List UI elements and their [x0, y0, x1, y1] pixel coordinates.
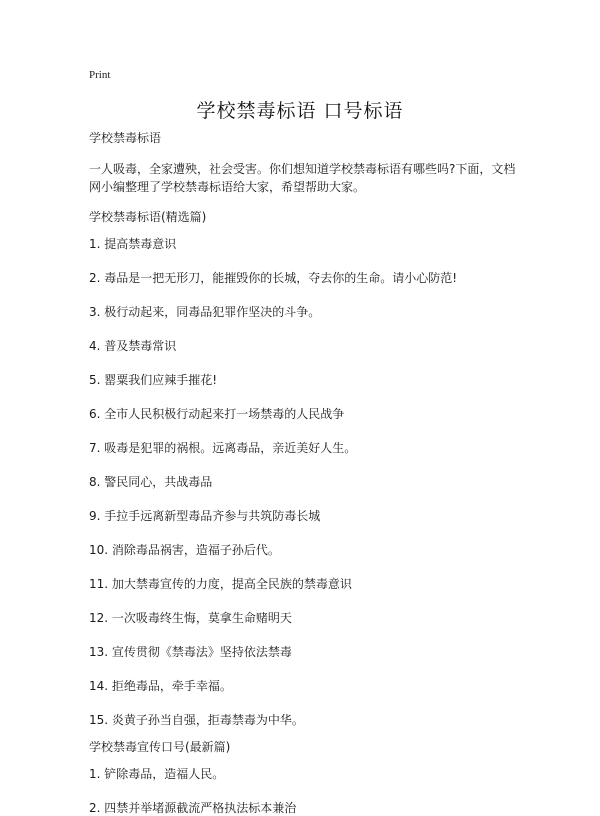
list-item: 7. 吸毒是犯罪的祸根。远离毒品，亲近美好人生。	[89, 441, 357, 455]
list-item: 14. 拒绝毒品，牵手幸福。	[89, 679, 232, 693]
list-item: 3. 极行动起来，同毒品犯罪作坚决的斗争。	[89, 305, 321, 319]
page-title: 学校禁毒标语 口号标语	[196, 100, 404, 122]
list-item: 13. 宣传贯彻《禁毒法》坚持依法禁毒	[89, 645, 292, 659]
slogan-list	[89, 236, 519, 728]
list-item: 1. 铲除毒品，造福人民。	[89, 767, 225, 781]
list-item: 10. 消除毒品祸害，造福子孙后代。	[89, 543, 280, 557]
list-item: 9. 手拉手远离新型毒品齐参与共筑防毒长城	[89, 509, 321, 523]
intro-paragraph: 一人吸毒，全家遭殃，社会受害。你们想知道学校禁毒标语有哪些吗?下面，文档网小编整理了学校禁毒标语给大家，希望帮助大家。	[89, 162, 516, 194]
list-item: 2. 四禁并举堵源截流严格执法标本兼治	[89, 801, 297, 815]
slogan-list	[89, 766, 519, 816]
list-item: 11. 加大禁毒宣传的力度，提高全民族的禁毒意识	[89, 577, 352, 591]
list-item: 5. 罂粟我们应辣手摧花!	[89, 373, 218, 387]
section-heading: 学校禁毒宣传口号(最新篇)	[89, 740, 231, 754]
list-item: 4. 普及禁毒常识	[89, 339, 177, 353]
document-body	[89, 130, 519, 816]
list-item: 12. 一次吸毒终生悔，莫拿生命赌明天	[89, 611, 292, 625]
list-item: 1. 提高禁毒意识	[89, 237, 177, 251]
section-heading: 学校禁毒标语(精选篇)	[89, 210, 207, 224]
list-item: 15. 炎黄子孙当自强，拒毒禁毒为中华。	[89, 713, 304, 727]
list-item: 2. 毒品是一把无形刀，能摧毁你的长城，夺去你的生命。请小心防范!	[89, 271, 458, 285]
section-heading: 学校禁毒标语	[89, 131, 162, 145]
list-item: 6. 全市人民积极行动起来打一场禁毒的人民战争	[89, 407, 345, 421]
list-item: 8. 警民同心，共战毒品	[89, 475, 213, 489]
print-label: Print	[89, 69, 111, 81]
